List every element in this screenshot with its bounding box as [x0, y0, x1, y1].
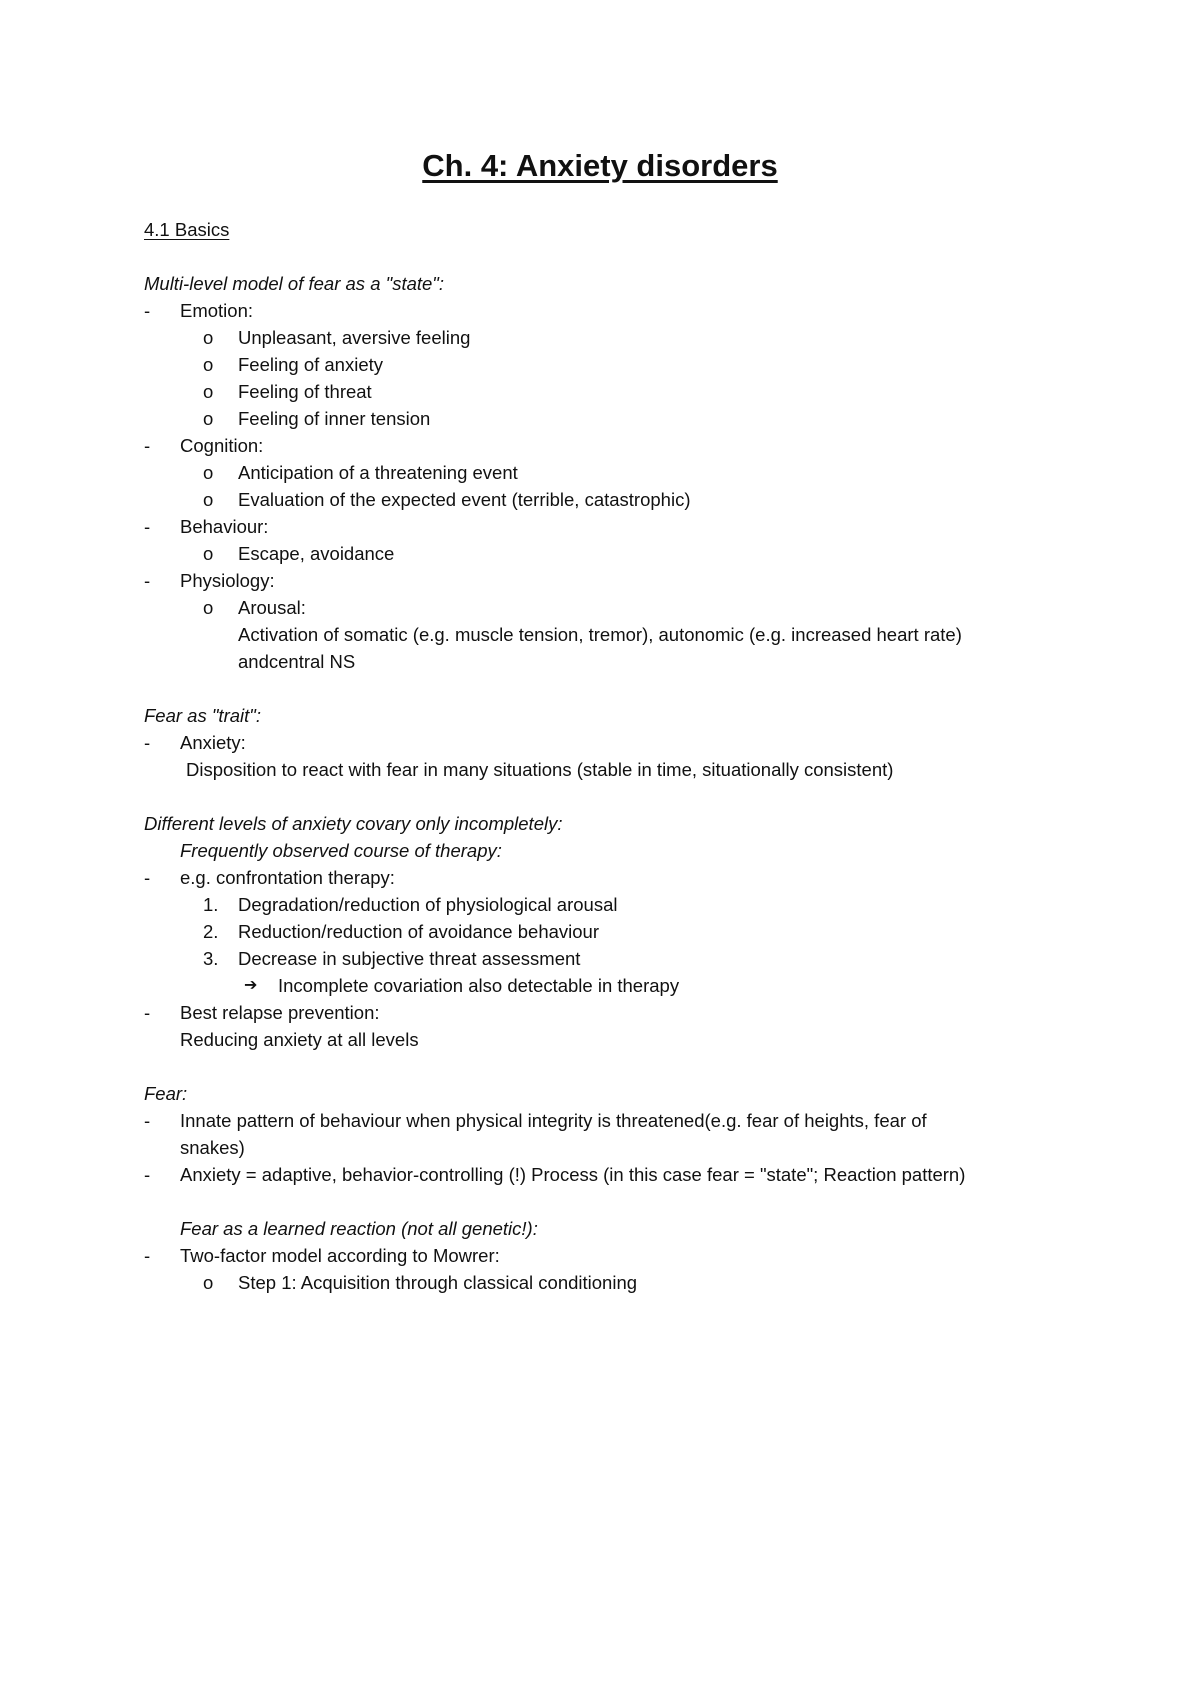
dash-bullet: -	[144, 732, 151, 753]
dash-bullet: -	[144, 300, 151, 321]
emotion-label: Emotion:	[180, 300, 254, 321]
covary-subheading: Frequently observed course of therapy:	[180, 840, 502, 861]
list-item: Reduction/reduction of avoidance behaviour	[238, 921, 599, 942]
state-heading: Multi-level model of fear as a "state":	[144, 273, 445, 294]
dash-bullet: -	[144, 516, 151, 537]
list-item: Escape, avoidance	[238, 543, 395, 564]
trait-label: Anxiety:	[180, 732, 246, 753]
list-item: Feeling of inner tension	[238, 408, 431, 429]
trait-heading: Fear as "trait":	[144, 705, 261, 726]
list-item: Anticipation of a threatening event	[238, 462, 518, 483]
physiology-label: Physiology:	[180, 570, 275, 591]
dash-bullet: -	[144, 867, 151, 888]
list-item: Feeling of threat	[238, 381, 372, 402]
list-item: Decrease in subjective threat assessment	[238, 948, 581, 969]
dash-bullet: -	[144, 1164, 151, 1185]
circle-bullet: o	[203, 597, 214, 618]
circle-bullet: o	[203, 543, 214, 564]
circle-bullet: o	[203, 489, 214, 510]
arousal-text: Activation of somatic (e.g. muscle tension, tremor), autonomic (e.g. increased heart rate)	[238, 624, 962, 645]
list-item: Degradation/reduction of physiological arousal	[238, 894, 618, 915]
circle-bullet: o	[203, 354, 214, 375]
arrow-icon: ➔	[244, 977, 258, 994]
list-item: Feeling of anxiety	[238, 354, 384, 375]
circle-bullet: o	[203, 1272, 214, 1293]
number-marker: 2.	[203, 921, 219, 942]
list-item-continued: snakes)	[180, 1137, 245, 1158]
dash-bullet: -	[144, 435, 151, 456]
learned-heading: Fear as a learned reaction (not all genetic!):	[180, 1218, 538, 1239]
list-item: Anxiety = adaptive, behavior-controlling (!) Process (in this case fear = "state"; Reaction pattern)	[180, 1164, 966, 1185]
behaviour-label: Behaviour:	[180, 516, 269, 537]
number-marker: 1.	[203, 894, 219, 915]
list-item: Unpleasant, aversive feeling	[238, 327, 471, 348]
relapse-label: Best relapse prevention:	[180, 1002, 380, 1023]
number-marker: 3.	[203, 948, 219, 969]
trait-text: Disposition to react with fear in many situations (stable in time, situationally consistent)	[186, 759, 894, 780]
circle-bullet: o	[203, 327, 214, 348]
circle-bullet: o	[203, 408, 214, 429]
circle-bullet: o	[203, 462, 214, 483]
dash-bullet: -	[144, 1245, 151, 1266]
section-heading: 4.1 Basics	[144, 219, 230, 240]
cognition-label: Cognition:	[180, 435, 264, 456]
list-item: Innate pattern of behaviour when physical integrity is threatened(e.g. fear of heights, fear of	[180, 1110, 927, 1131]
dash-bullet: -	[144, 1002, 151, 1023]
dash-bullet: -	[144, 1110, 151, 1131]
page-title: Ch. 4: Anxiety disorders	[422, 148, 778, 183]
covary-heading: Different levels of anxiety covary only incompletely:	[144, 813, 563, 834]
mowrer-label: Two-factor model according to Mowrer:	[180, 1245, 500, 1266]
list-item: Step 1: Acquisition through classical conditioning	[238, 1272, 638, 1293]
circle-bullet: o	[203, 381, 214, 402]
list-item: Evaluation of the expected event (terrible, catastrophic)	[238, 489, 691, 510]
dash-bullet: -	[144, 570, 151, 591]
arousal-text-continued: andcentral NS	[238, 651, 356, 672]
fear-heading: Fear:	[144, 1083, 188, 1104]
relapse-text: Reducing anxiety at all levels	[180, 1029, 419, 1050]
arousal-label: Arousal:	[238, 597, 306, 618]
therapy-label: e.g. confrontation therapy:	[180, 867, 395, 888]
arrow-text: Incomplete covariation also detectable in therapy	[278, 975, 680, 996]
